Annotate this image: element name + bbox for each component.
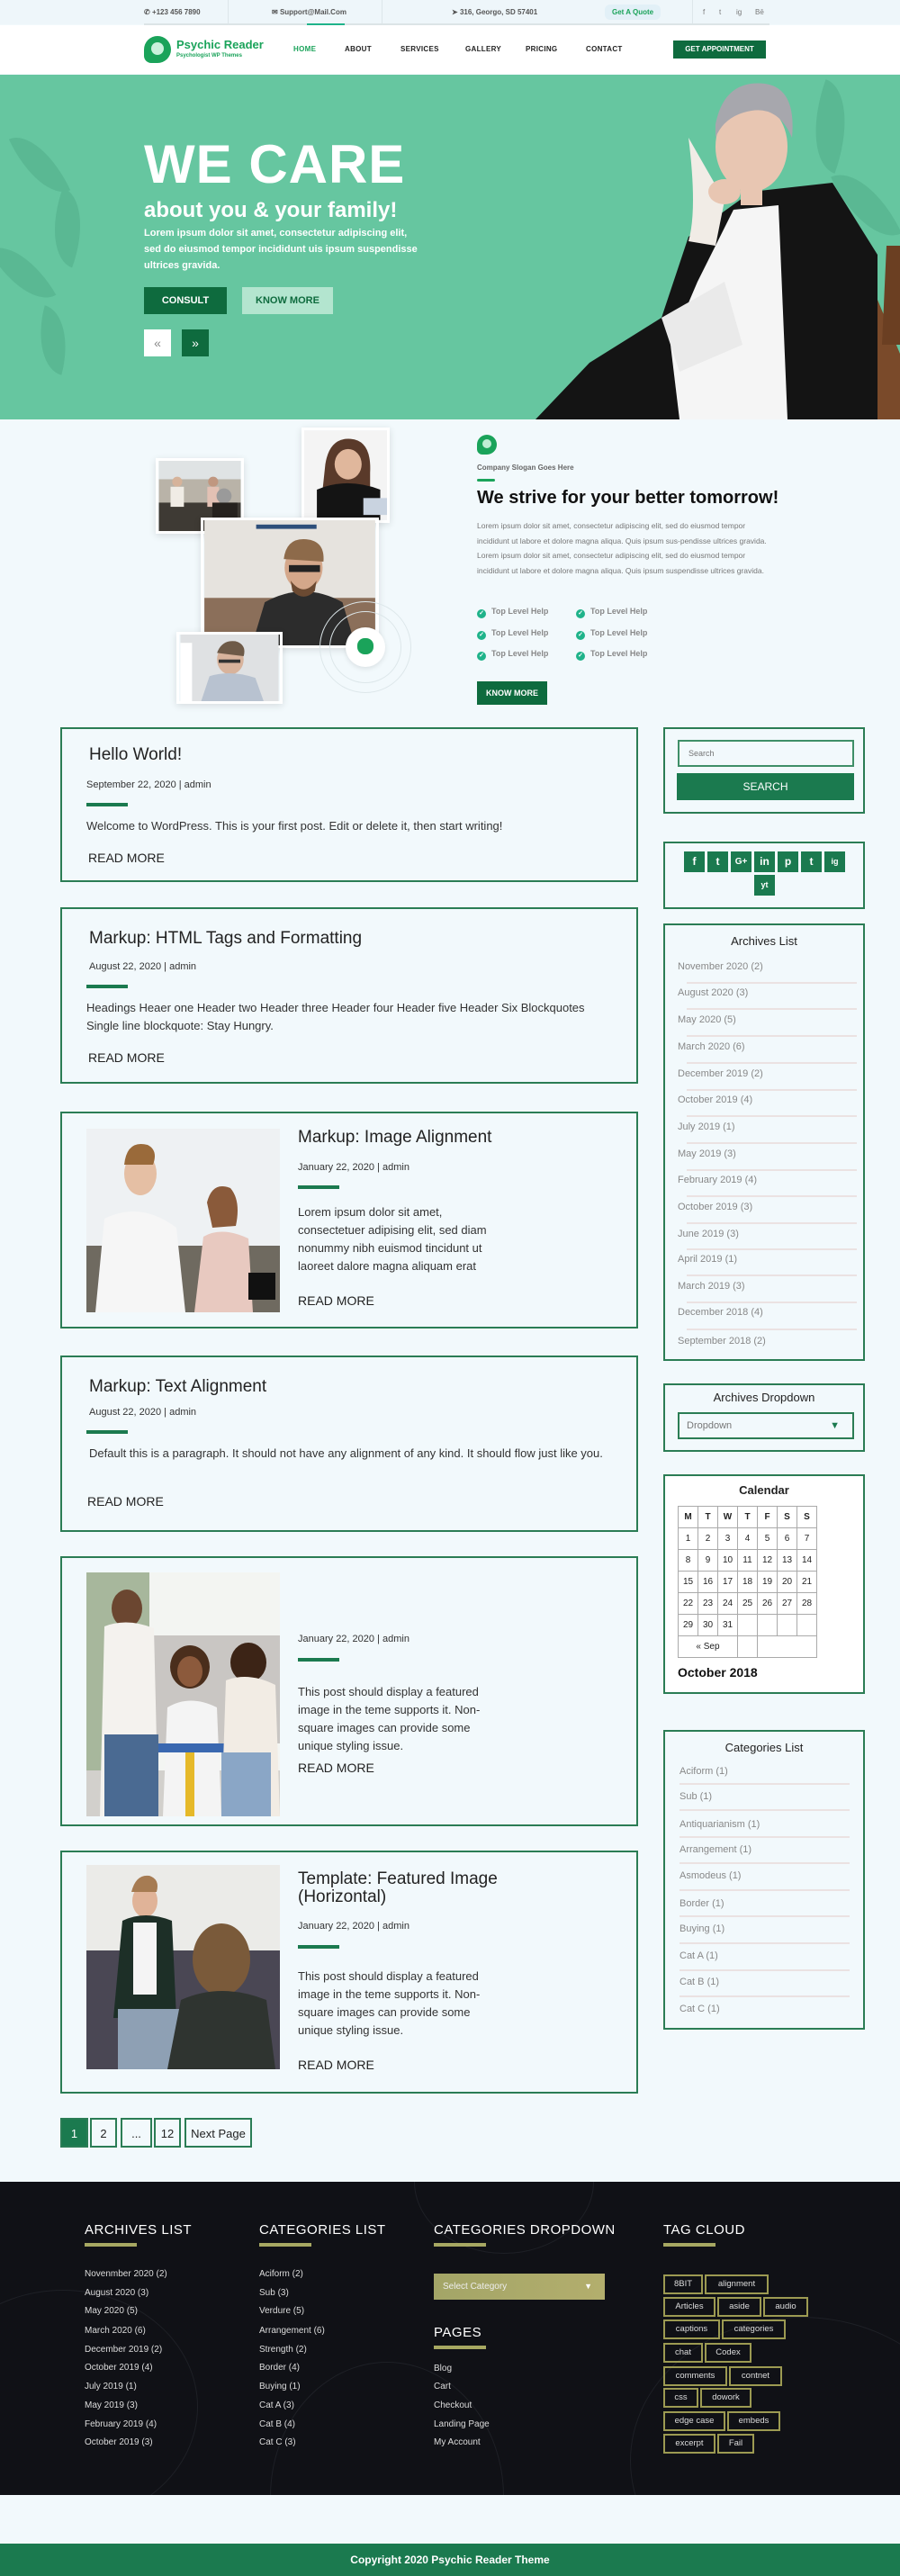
archives-widget	[663, 923, 865, 1361]
check-badge-icon: ✓	[477, 631, 486, 640]
check-badge-icon: ✓	[576, 652, 585, 661]
twitter-icon[interactable]: t	[707, 851, 728, 872]
footer-title-bar	[85, 2243, 137, 2247]
divider	[680, 1915, 850, 1917]
divider	[687, 1222, 857, 1224]
footer-archive-link[interactable]: October 2019 (3)	[85, 2437, 153, 2447]
calendar-day: 2	[698, 1528, 718, 1550]
tag-link[interactable]: chat	[663, 2343, 703, 2363]
check-badge-icon: ✓	[576, 631, 585, 640]
footer-archive-link[interactable]: May 2019 (3)	[85, 2400, 138, 2410]
tired-man-photo	[176, 632, 283, 704]
read-more-link[interactable]: READ MORE	[298, 1761, 374, 1775]
calendar-day: 6	[778, 1528, 797, 1550]
address-info: ➤ 316, Georgo, SD 57401	[452, 8, 538, 16]
logo-title[interactable]: Psychic Reader	[176, 38, 264, 51]
footer-page-link[interactable]: My Account	[434, 2437, 481, 2447]
tag-link[interactable]: excerpt	[663, 2434, 716, 2454]
calendar-caption: October 2018	[678, 1665, 758, 1680]
calendar-day: 31	[718, 1615, 738, 1636]
consult-button[interactable]: CONSULT	[144, 287, 227, 314]
category-link[interactable]: Cat A (1)	[680, 1950, 718, 1961]
slider-next-button[interactable]: »	[182, 329, 209, 356]
divider	[680, 1809, 850, 1811]
calendar-next-cell	[758, 1636, 817, 1658]
footer-dropdown-title: CATEGORIES DROPDOWN	[434, 2222, 616, 2238]
post-meta: September 22, 2020 | admin	[86, 779, 212, 790]
tag-link[interactable]: Articles	[663, 2297, 716, 2317]
nav-services[interactable]: SERVICES	[400, 45, 439, 53]
calendar-day: 10	[718, 1550, 738, 1572]
behance-icon[interactable]: Bē	[755, 8, 764, 16]
day-header: M	[679, 1507, 698, 1528]
calendar-day: 13	[778, 1550, 797, 1572]
footer-category-link[interactable]: Buying (1)	[259, 2382, 301, 2391]
phone-icon: ✆	[144, 8, 152, 16]
post-excerpt: Lorem ipsum dolor sit amet, consectetuer adipising elit, sed diam nonummy nibh euismod tincidunt ut laoreet dalore magna aliquam erat	[298, 1205, 487, 1273]
nav-contact[interactable]: CONTACT	[586, 45, 623, 53]
footer-category-link[interactable]: Sub (3)	[259, 2288, 289, 2298]
pinterest-icon[interactable]: p	[778, 851, 798, 872]
post-meta: August 22, 2020 | admin	[89, 1407, 197, 1418]
about-know-more-button[interactable]: KNOW MORE	[477, 681, 547, 705]
tag-link[interactable]: audio	[763, 2297, 808, 2317]
category-link[interactable]: Border (1)	[680, 1898, 724, 1909]
tag-link[interactable]: contnet	[729, 2366, 782, 2386]
category-link[interactable]: Cat B (1)	[680, 1977, 720, 1987]
brand-icon	[477, 435, 497, 455]
footer-title-bar	[259, 2243, 311, 2247]
calendar-day: 8	[679, 1550, 698, 1572]
search-input[interactable]	[678, 740, 854, 767]
footer-archive-link[interactable]: Novenmber 2020 (2)	[85, 2269, 167, 2279]
divider	[687, 1142, 857, 1144]
calendar-day: 7	[797, 1528, 817, 1550]
post-card	[60, 1556, 638, 1826]
top-bar	[0, 0, 900, 24]
twitter-icon[interactable]: t	[719, 8, 722, 16]
logo-badge-icon	[346, 627, 385, 667]
post-title[interactable]: Hello World!	[89, 745, 183, 764]
footer-category-link[interactable]: Arrangement (6)	[259, 2326, 325, 2336]
tag-link[interactable]: comments	[663, 2366, 727, 2386]
calendar-day: 22	[679, 1593, 698, 1615]
day-header: F	[758, 1507, 778, 1528]
company-slogan: Company Slogan Goes Here	[477, 464, 574, 472]
post-meta: January 22, 2020 | admin	[298, 1634, 410, 1644]
site-footer	[0, 2182, 900, 2495]
divider	[687, 1089, 857, 1091]
post-card	[60, 1112, 638, 1329]
category-link[interactable]: Antiquarianism (1)	[680, 1819, 760, 1830]
category-link[interactable]: Aciform (1)	[680, 1766, 728, 1777]
calendar-day: 3	[718, 1528, 738, 1550]
read-more-link[interactable]: READ MORE	[88, 1050, 165, 1065]
footer-category-link[interactable]: Cat A (3)	[259, 2400, 294, 2410]
footer-archive-link[interactable]: December 2019 (2)	[85, 2345, 163, 2355]
calendar-day	[758, 1615, 778, 1636]
archives-dropdown[interactable]: Dropdown ▼	[678, 1412, 854, 1439]
read-more-link[interactable]: READ MORE	[298, 1293, 374, 1308]
tag-link[interactable]: categories	[722, 2319, 786, 2339]
divider	[680, 1889, 850, 1891]
footer-archive-link[interactable]: May 2020 (5)	[85, 2306, 138, 2316]
post-accent-bar	[298, 1185, 339, 1189]
calendar-day: 20	[778, 1572, 797, 1593]
calendar-day: 15	[679, 1572, 698, 1593]
divider	[687, 982, 857, 984]
post-accent-bar	[86, 803, 128, 806]
feature-item: ✓ Top Level Help	[477, 649, 548, 661]
hero-banner	[0, 75, 900, 419]
feature-item: ✓ Top Level Help	[477, 628, 548, 640]
tag-link[interactable]: aside	[717, 2297, 761, 2317]
footer-archive-link[interactable]: March 2020 (6)	[85, 2326, 146, 2336]
nav-gallery[interactable]: GALLERY	[465, 45, 502, 53]
archive-link[interactable]: February 2019 (4)	[678, 1175, 758, 1185]
divider	[687, 1035, 857, 1037]
footer-tags-title: TAG CLOUD	[663, 2222, 745, 2238]
category-link[interactable]: Sub (1)	[680, 1791, 713, 1802]
post-excerpt: Headings Heaer one Header two Header three Header four Header five Header Six Blockquotes Single line blockquote: Stay Hungry.	[86, 1001, 585, 1032]
divider	[687, 1302, 857, 1303]
divider	[680, 1995, 850, 1997]
archive-link[interactable]: November 2020 (2)	[678, 961, 763, 972]
footer-archive-link[interactable]: July 2019 (1)	[85, 2382, 137, 2391]
archive-link[interactable]: May 2020 (5)	[678, 1014, 736, 1025]
calendar-day: 14	[797, 1550, 817, 1572]
calendar-day: 30	[698, 1615, 718, 1636]
get-quote-button[interactable]: Get A Quote	[605, 5, 661, 20]
dropdown-arrow-icon: ▼	[830, 1420, 840, 1431]
logo-icon[interactable]	[144, 36, 171, 63]
divider	[687, 1248, 857, 1250]
tag-link[interactable]: captions	[663, 2319, 720, 2339]
calendar-day: 24	[718, 1593, 738, 1615]
category-link[interactable]: Asmodeus (1)	[680, 1870, 742, 1881]
archive-link[interactable]: March 2020 (6)	[678, 1041, 745, 1052]
post-accent-bar	[86, 1430, 128, 1434]
nav-home[interactable]: HOME	[293, 45, 317, 53]
calendar-day: 25	[738, 1593, 758, 1615]
post-featured-image	[86, 1129, 280, 1312]
footer-page-link[interactable]: Cart	[434, 2382, 451, 2391]
widget-title: Categories List	[724, 1741, 804, 1754]
footer-page-link[interactable]: Landing Page	[434, 2419, 490, 2429]
feature-item: ✓ Top Level Help	[576, 628, 647, 640]
footer-category-link[interactable]: Border (4)	[259, 2363, 301, 2373]
tag-link[interactable]: dowork	[700, 2388, 752, 2408]
calendar-day: 11	[738, 1550, 758, 1572]
footer-pages-title: PAGES	[434, 2325, 482, 2340]
day-header: T	[738, 1507, 758, 1528]
feature-item: ✓ Top Level Help	[477, 607, 548, 618]
archives-dropdown-widget	[663, 1383, 865, 1452]
copyright-bar: Copyright 2020 Psychic Reader Theme	[0, 2544, 900, 2576]
footer-category-link[interactable]: Cat B (4)	[259, 2419, 296, 2429]
tag-link[interactable]: 8BIT	[663, 2274, 703, 2294]
archive-link[interactable]: September 2018 (2)	[678, 1336, 766, 1347]
day-header: S	[778, 1507, 797, 1528]
archive-link[interactable]: August 2020 (3)	[678, 987, 749, 998]
slider-prev-button[interactable]: «	[144, 329, 171, 356]
read-more-link[interactable]: READ MORE	[298, 2058, 374, 2072]
post-meta: August 22, 2020 | admin	[89, 961, 197, 972]
category-link[interactable]: Buying (1)	[680, 1923, 725, 1934]
location-icon: ➤	[452, 8, 460, 16]
post-featured-image	[86, 1865, 280, 2069]
social-widget	[663, 842, 865, 909]
page-12-button[interactable]: 12	[154, 2118, 181, 2148]
footer-category-link[interactable]: Strength (2)	[259, 2345, 307, 2355]
footer-categories-title: CATEGORIES LIST	[259, 2222, 386, 2238]
widget-title: Archives Dropdown	[713, 1391, 815, 1404]
linkedin-icon[interactable]: in	[754, 851, 775, 872]
divider	[680, 1969, 850, 1971]
hero-title: WE CARE	[144, 134, 406, 194]
calendar-day: 5	[758, 1528, 778, 1550]
footer-page-link[interactable]: Blog	[434, 2364, 453, 2373]
footer-title-bar	[434, 2346, 486, 2349]
email-info[interactable]: ✉ Support@Mail.Com	[272, 8, 346, 16]
post-title[interactable]: Markup: Text Alignment	[89, 1377, 267, 1396]
divider	[692, 0, 693, 24]
leaf-decoration	[29, 305, 78, 374]
know-more-button[interactable]: KNOW MORE	[242, 287, 333, 314]
post-card	[60, 1851, 638, 2094]
tumblr-icon[interactable]: t	[801, 851, 822, 872]
tag-link[interactable]: Fail	[717, 2434, 754, 2454]
calendar-day: 1	[679, 1528, 698, 1550]
post-meta: January 22, 2020 | admin	[298, 1921, 410, 1932]
divider	[680, 1862, 850, 1864]
page-2-button[interactable]: 2	[90, 2118, 117, 2148]
post-card	[60, 907, 638, 1084]
calendar-day: 23	[698, 1593, 718, 1615]
day-header: W	[718, 1507, 738, 1528]
footer-archive-link[interactable]: August 2020 (3)	[85, 2288, 149, 2298]
day-header: S	[797, 1507, 817, 1528]
check-badge-icon: ✓	[477, 652, 486, 661]
tag-link[interactable]: alignment	[705, 2274, 769, 2294]
post-excerpt: Default this is a paragraph. It should not have any alignment of any kind. It should flow just like you.	[89, 1446, 603, 1460]
calendar-day: 26	[758, 1593, 778, 1615]
divider	[687, 1274, 857, 1276]
leaf-decoration	[0, 232, 56, 312]
calendar-day: 21	[797, 1572, 817, 1593]
calendar-day: 27	[778, 1593, 797, 1615]
calendar-day: 9	[698, 1550, 718, 1572]
calendar-day: 19	[758, 1572, 778, 1593]
archive-link[interactable]: July 2019 (1)	[678, 1121, 735, 1132]
tag-link[interactable]: embeds	[727, 2411, 780, 2431]
search-button[interactable]: SEARCH	[677, 773, 854, 800]
archive-link[interactable]: March 2019 (3)	[678, 1281, 745, 1292]
divider	[680, 1836, 850, 1838]
hero-person-image	[454, 75, 900, 419]
calendar-day: 28	[797, 1593, 817, 1615]
calendar-prev-link[interactable]: « Sep	[679, 1636, 738, 1658]
calendar-day: 18	[738, 1572, 758, 1593]
post-excerpt: Welcome to WordPress. This is your first post. Edit or delete it, then start writing!	[86, 819, 503, 833]
calendar-day	[797, 1615, 817, 1636]
categories-widget	[663, 1730, 865, 2030]
day-header: T	[698, 1507, 718, 1528]
widget-title: Archives List	[731, 934, 797, 948]
category-link[interactable]: Arrangement (1)	[680, 1844, 752, 1855]
footer-title-bar	[663, 2243, 716, 2247]
page-1-button[interactable]: 1	[60, 2118, 88, 2148]
divider	[687, 1169, 857, 1171]
archive-link[interactable]: April 2019 (1)	[678, 1254, 738, 1265]
post-accent-bar	[298, 1658, 339, 1662]
tag-link[interactable]: edge case	[663, 2411, 725, 2431]
divider	[680, 1783, 850, 1785]
post-card	[60, 1356, 638, 1532]
footer-category-link[interactable]: Aciform (2)	[259, 2269, 303, 2279]
logo-subtitle: Psychologist WP Themes	[176, 53, 242, 59]
facebook-icon[interactable]: f	[703, 8, 706, 16]
category-link[interactable]: Cat C (1)	[680, 2004, 720, 2014]
archive-link[interactable]: December 2019 (2)	[678, 1068, 763, 1079]
feature-item: ✓ Top Level Help	[576, 607, 647, 618]
calendar-day	[738, 1615, 758, 1636]
calendar-day	[778, 1615, 797, 1636]
leaf-decoration	[39, 188, 97, 268]
calendar-day	[738, 1636, 758, 1658]
divider	[687, 1329, 857, 1330]
about-title: We strive for your better tomorrow!	[477, 488, 779, 508]
hero-text: Lorem ipsum dolor sit amet, consectetur adipiscing elit, sed do eiusmod tempor incididunt uis ipsum suspendisse ultrices gravida.	[144, 228, 418, 271]
post-excerpt: This post should display a featured image in the teme supports it. Non-square images can provide some unique styling issue.	[298, 1969, 481, 2037]
calendar-day: 12	[758, 1550, 778, 1572]
google-plus-icon[interactable]: G+	[731, 851, 752, 872]
calendar-day: 29	[679, 1615, 698, 1636]
calendar-day: 17	[718, 1572, 738, 1593]
archive-link[interactable]: December 2018 (4)	[678, 1307, 763, 1318]
get-appointment-button[interactable]: GET APPOINTMENT	[673, 41, 766, 59]
footer-archives-title: ARCHIVES LIST	[85, 2222, 193, 2238]
read-more-link[interactable]: READ MORE	[87, 1494, 164, 1509]
calendar-widget	[663, 1474, 865, 1694]
post-accent-bar	[86, 985, 128, 988]
footer-archive-link[interactable]: February 2019 (4)	[85, 2419, 158, 2429]
post-excerpt: This post should display a featured image in the teme supports it. Non-square images can provide some unique styling issue.	[298, 1685, 481, 1752]
dropdown-arrow-icon: ▼	[584, 2282, 592, 2291]
slogan-underline	[477, 479, 495, 482]
contour-decoration	[0, 2290, 198, 2495]
divider	[228, 0, 229, 24]
instagram-icon[interactable]: ig	[736, 8, 742, 16]
calendar-day: 4	[738, 1528, 758, 1550]
post-accent-bar	[298, 1945, 339, 1949]
post-meta: January 22, 2020 | admin	[298, 1162, 410, 1173]
distressed-woman-photo	[302, 428, 390, 523]
footer-category-link[interactable]: Cat C (3)	[259, 2437, 296, 2447]
phone-info[interactable]: ✆ +123 456 7890	[144, 8, 201, 16]
calendar-day: 16	[698, 1572, 718, 1593]
facebook-icon[interactable]: f	[684, 851, 705, 872]
tag-link[interactable]: Codex	[705, 2343, 752, 2363]
divider	[687, 1062, 857, 1064]
instagram-icon[interactable]: ig	[824, 851, 845, 872]
post-title[interactable]: Template: Featured Image (Horizontal)	[298, 1869, 498, 1906]
divider	[687, 1115, 857, 1117]
post-title[interactable]: Markup: Image Alignment	[298, 1128, 492, 1147]
widget-title: Calendar	[739, 1483, 789, 1497]
footer-archive-link[interactable]: October 2019 (4)	[85, 2363, 153, 2373]
footer-title-bar	[434, 2243, 486, 2247]
archive-link[interactable]: October 2019 (4)	[678, 1094, 753, 1105]
search-widget	[663, 727, 865, 814]
divider	[687, 1195, 857, 1197]
feature-item: ✓ Top Level Help	[576, 649, 647, 661]
hero-subtitle: about you & your family!	[144, 198, 398, 222]
youtube-icon[interactable]: yt	[754, 875, 775, 896]
tag-link[interactable]: css	[663, 2388, 698, 2408]
divider	[680, 1942, 850, 1944]
page-ellipsis: ...	[121, 2118, 152, 2148]
footer-category-select[interactable]: Select Category ▼	[434, 2274, 605, 2300]
calendar-table	[678, 1506, 817, 1658]
footer-category-link[interactable]: Verdure (5)	[259, 2306, 305, 2316]
archive-link[interactable]: June 2019 (3)	[678, 1229, 739, 1239]
check-badge-icon: ✓	[576, 609, 585, 618]
mail-icon: ✉	[272, 8, 280, 16]
footer-page-link[interactable]: Checkout	[434, 2400, 472, 2410]
archive-link[interactable]: October 2019 (3)	[678, 1202, 753, 1212]
divider	[687, 1008, 857, 1010]
read-more-link[interactable]: READ MORE	[88, 851, 165, 865]
nav-about[interactable]: ABOUT	[345, 45, 372, 53]
archive-link[interactable]: May 2019 (3)	[678, 1148, 736, 1159]
nav-pricing[interactable]: PRICING	[526, 45, 558, 53]
post-card	[60, 727, 638, 882]
post-featured-image	[86, 1572, 280, 1816]
post-title[interactable]: Markup: HTML Tags and Formatting	[89, 929, 363, 948]
next-page-button[interactable]: Next Page	[184, 2118, 252, 2148]
about-text: Lorem ipsum dolor sit amet, consectetur adipiscing elit, sed do eiusmod tempor incididunt ut labore et dolore magna aliqua. Quis ipsum sus-pendisse ultrices gravida. Lorem ipsum dolor sit amet, consectetur adipiscing elit, sed do eiusmod tempor incididunt ut labore et dolore magna aliqua. Quis ipsum suspendisse ultrices gravida.	[477, 521, 767, 575]
check-badge-icon: ✓	[477, 609, 486, 618]
